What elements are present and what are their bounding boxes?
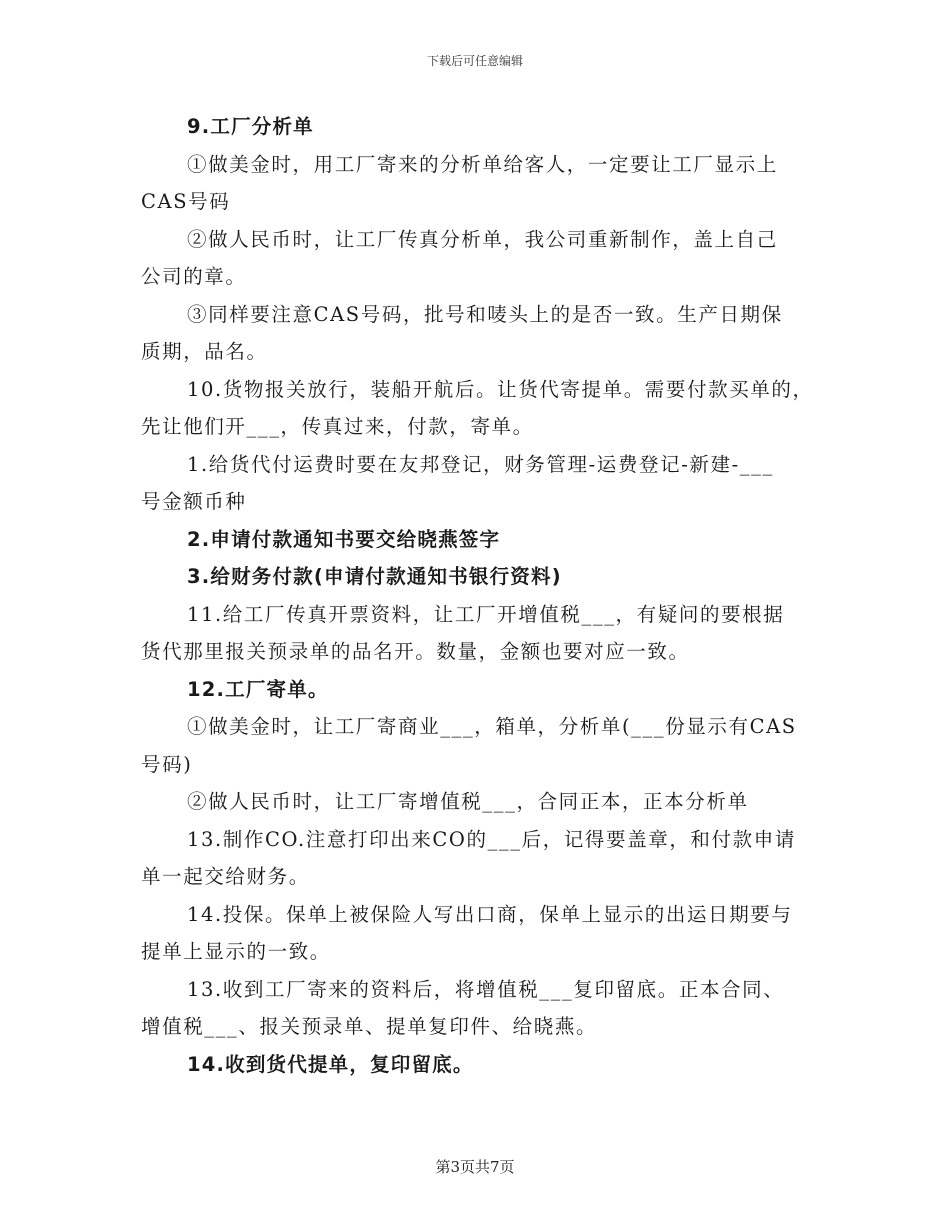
paragraph-line: 13.制作CO.注意打印出来CO的___后，记得要盖章，和付款申请 [187, 827, 796, 851]
paragraph-line: 13.收到工厂寄来的资料后，将增值税___复印留底。正本合同、 [187, 977, 785, 1001]
section-heading: 9.工厂分析单 [187, 115, 314, 138]
paragraph-line: 1.给货代付运费时要在友邦登记，财务管理-运费登记-新建-___ [187, 452, 774, 476]
page-header: 下载后可任意编辑 [426, 54, 523, 68]
paragraph-line: 14.投保。保单上被保险人写出口商，保单上显示的出运日期要与 [187, 902, 793, 926]
paragraph-line: ①做美金时，让工厂寄商业___，箱单，分析单(___份显示有CAS [187, 715, 797, 738]
paragraph-line: ②做人民币时，让工厂寄增值税___，合同正本，正本分析单 [187, 790, 749, 813]
paragraph-line: 号金额币种 [141, 490, 247, 513]
paragraph-line: 10.货物报关放行，装船开航后。让货代寄提单。需要付款买单的， [187, 377, 814, 401]
section-heading: 2.申请付款通知书要交给晓燕签字 [187, 527, 501, 551]
paragraph-line: 质期，品名。 [141, 340, 268, 363]
paragraph-line: 货代那里报关预录单的品名开。数量，金额也要对应一致。 [141, 640, 690, 663]
page-footer: 第3页共7页 [435, 1158, 515, 1176]
paragraph-line: ③同样要注意CAS号码，批号和唛头上的是否一致。生产日期保 [187, 302, 783, 326]
paragraph-line: 单一起交给财务。 [141, 865, 310, 888]
paragraph-line: 号码) [141, 752, 193, 776]
paragraph-line: 增值税___、报关预录单、提单复印件、给晓燕。 [141, 1015, 598, 1038]
paragraph-line: 公司的章。 [141, 265, 247, 288]
section-heading: 14.收到货代提单，复印留底。 [187, 1052, 474, 1076]
paragraph-line: 先让他们开___，传真过来，付款，寄单。 [141, 415, 534, 438]
section-heading: 12.工厂寄单。 [187, 677, 329, 701]
paragraph-line: CAS号码 [141, 190, 231, 213]
document-body [141, 108, 813, 1083]
paragraph-line: ①做美金时，用工厂寄来的分析单给客人，一定要让工厂显示上 [187, 152, 778, 176]
paragraph-line: ②做人民币时，让工厂传真分析单，我公司重新制作，盖上自己 [187, 227, 778, 251]
paragraph-line: 11.给工厂传真开票资料，让工厂开增值税___，有疑问的要根据 [187, 602, 785, 626]
paragraph-line: 提单上显示的一致。 [141, 940, 331, 963]
section-heading: 3.给财务付款(申请付款通知书银行资料) [187, 565, 562, 588]
